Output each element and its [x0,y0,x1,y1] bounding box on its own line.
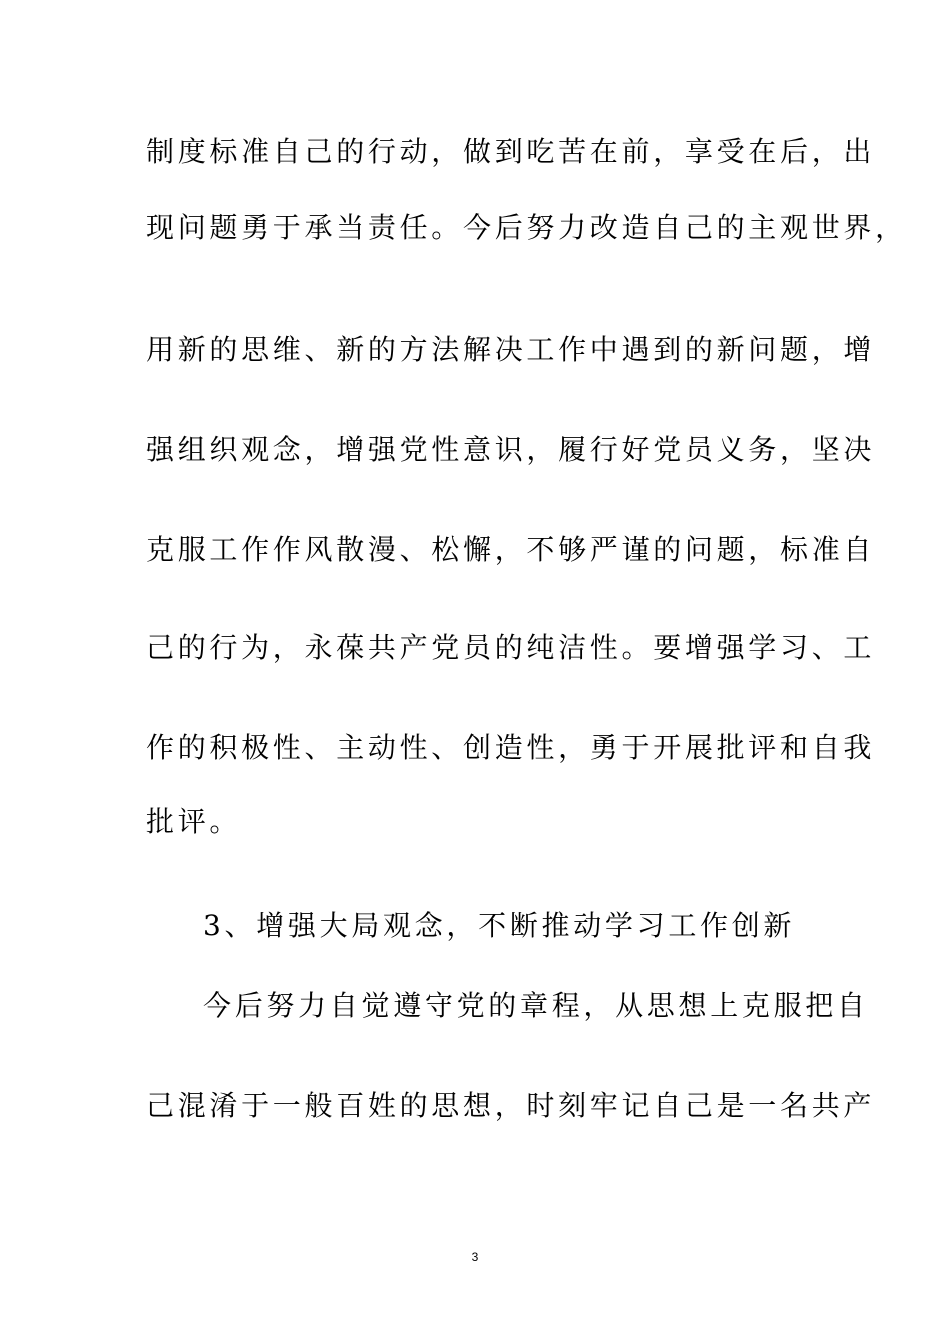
body-text-line: 己的行为，永葆共产党员的纯洁性。要增强学习、工 [146,631,876,664]
body-text-line: 己混淆于一般百姓的思想，时刻牢记自己是一名共产 [146,1089,876,1122]
body-text-line: 强组织观念，增强党性意识，履行好党员义务，坚决 [146,433,876,466]
section-heading: 3、增强大局观念，不断推动学习工作创新 [203,909,796,942]
body-text-line: 现问题勇于承当责任。今后努力改造自己的主观世界， [146,211,907,244]
body-text-line: 克服工作作风散漫、松懈，不够严谨的问题，标准自 [146,533,876,566]
body-text-line: 作的积极性、主动性、创造性，勇于开展批评和自我 [146,731,876,764]
page-number: 3 [471,1250,479,1264]
body-text-line: 制度标准自己的行动，做到吃苦在前，享受在后，出 [146,135,876,168]
body-text-line: 用新的思维、新的方法解决工作中遇到的新问题，增 [146,333,876,366]
body-text-line: 批评。 [146,805,242,838]
body-text-line: 今后努力自觉遵守党的章程，从思想上克服把自 [203,989,869,1022]
